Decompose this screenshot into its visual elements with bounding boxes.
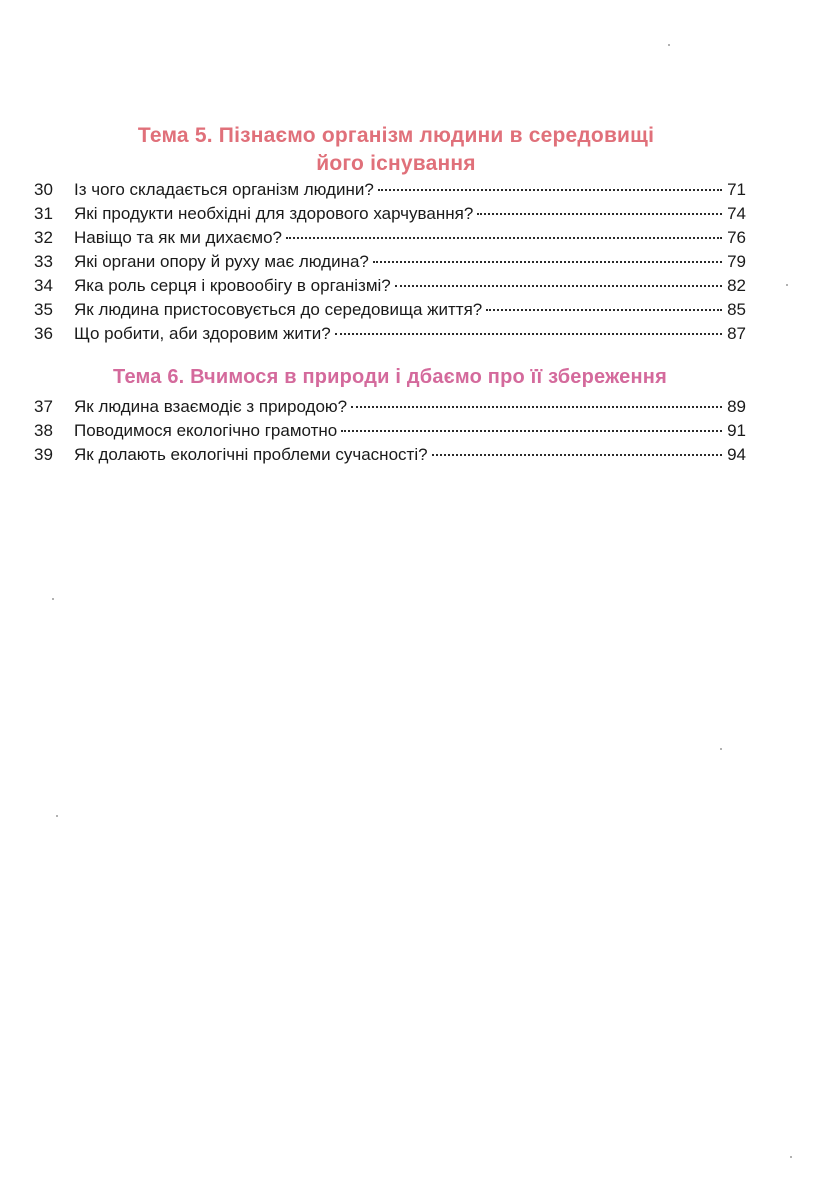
toc-entry-38[interactable]: [34, 419, 746, 443]
toc-entry-title: Які органи опору й руху має людина?: [74, 252, 369, 271]
toc-entry-34[interactable]: [34, 274, 746, 298]
topic-5-heading-line2: його існування: [316, 152, 476, 175]
toc-entry-page: 76: [727, 228, 746, 247]
toc-entry-page: 71: [727, 180, 746, 199]
dot-leader: [341, 429, 722, 432]
toc-entry-page: 79: [727, 252, 746, 271]
toc-entry-page: 82: [727, 276, 746, 295]
toc-entry-number: 36: [34, 324, 53, 343]
toc-entry-number: 35: [34, 300, 53, 319]
dot-leader: [432, 453, 722, 456]
dot-leader: [373, 260, 722, 263]
toc-entry-page: 89: [727, 397, 746, 416]
dot-leader: [286, 236, 722, 239]
toc-entry-page: 87: [727, 324, 746, 343]
dot-leader: [378, 188, 722, 191]
topic-6-toc-list: [34, 395, 746, 467]
toc-entry-36[interactable]: [34, 322, 746, 346]
dot-leader: [351, 405, 722, 408]
toc-entry-number: 30: [34, 180, 53, 199]
topic-5-heading: [116, 122, 676, 178]
toc-entry-page: 94: [727, 445, 746, 464]
toc-entry-31[interactable]: [34, 202, 746, 226]
toc-entry-number: 38: [34, 421, 53, 440]
topic-5-heading-line1: Тема 5. Пізнаємо організм людини в середовищі: [137, 124, 655, 147]
toc-entry-32[interactable]: [34, 226, 746, 250]
scan-speck: [786, 284, 788, 286]
scan-speck: [720, 748, 722, 750]
topic-6-section: [0, 363, 816, 467]
toc-entry-page: 85: [727, 300, 746, 319]
toc-entry-title: Як долають екологічні проблеми сучасності?: [74, 445, 428, 464]
topic-6-heading-line1: Тема 6. Вчимося в природи і дбаємо про її збереження: [113, 366, 667, 388]
toc-entry-number: 37: [34, 397, 53, 416]
toc-entry-35[interactable]: [34, 298, 746, 322]
topic-5-toc-list: [34, 178, 746, 346]
toc-entry-title: Поводимося екологічно грамотно: [74, 421, 338, 440]
toc-entry-33[interactable]: [34, 250, 746, 274]
toc-entry-title: Навіщо та як ми дихаємо?: [74, 228, 283, 247]
toc-entry-title: Які продукти необхідні для здорового харчування?: [74, 204, 474, 223]
toc-entry-39[interactable]: [34, 443, 746, 467]
topic-5-section: [0, 122, 816, 346]
toc-entry-number: 31: [34, 204, 53, 223]
scan-speck: [668, 44, 670, 46]
dot-leader: [486, 308, 722, 311]
dot-leader: [477, 212, 722, 215]
toc-entry-number: 33: [34, 252, 53, 271]
dot-leader: [335, 332, 722, 335]
toc-entry-title: Із чого складається організм людини?: [74, 180, 374, 199]
toc-entry-title: Яка роль серця і кровообігу в організмі?: [74, 276, 391, 295]
toc-entry-title: Що робити, аби здоровим жити?: [74, 324, 331, 343]
scan-speck: [790, 1156, 792, 1158]
toc-entry-number: 32: [34, 228, 53, 247]
topic-6-heading: [70, 363, 710, 391]
dot-leader: [395, 284, 722, 287]
toc-entry-title: Як людина пристосовується до середовища життя?: [74, 300, 483, 319]
toc-entry-number: 34: [34, 276, 53, 295]
toc-entry-page: 91: [727, 421, 746, 440]
scan-speck: [56, 815, 58, 817]
scan-speck: [52, 598, 54, 600]
toc-entry-page: 74: [727, 204, 746, 223]
toc-entry-37[interactable]: [34, 395, 746, 419]
toc-entry-number: 39: [34, 445, 53, 464]
toc-entry-30[interactable]: [34, 178, 746, 202]
toc-entry-title: Як людина взаємодіє з природою?: [74, 397, 348, 416]
